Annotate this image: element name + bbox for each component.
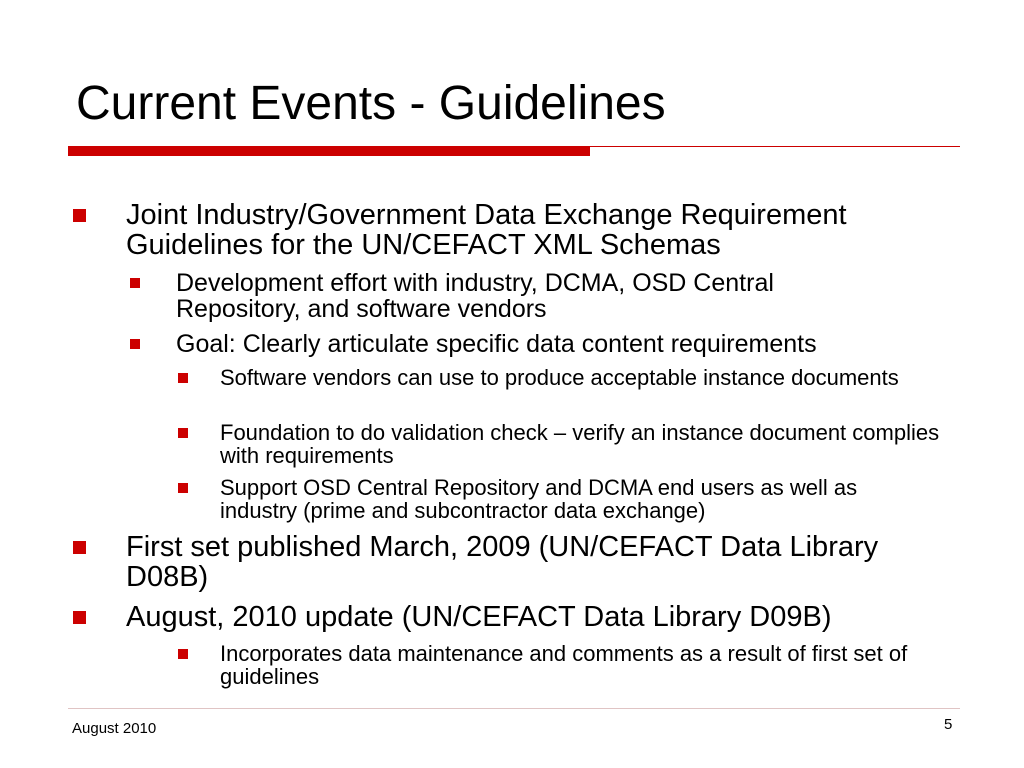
bullet-item	[176, 270, 896, 322]
slide-title: Current Events - Guidelines	[76, 77, 666, 130]
bullet-text: Development effort with industry, DCMA, OSD Central Repository, and software vendors	[176, 269, 774, 323]
square-bullet-icon	[73, 541, 86, 554]
bullet-text: Goal: Clearly articulate specific data content requirements	[176, 330, 817, 358]
bullet-item	[126, 200, 956, 260]
footer-date: August 2010	[72, 720, 157, 737]
bullet-item	[176, 331, 956, 357]
bullet-text: Foundation to do validation check – verify an instance document complies with requirements	[220, 420, 940, 468]
square-bullet-icon	[178, 483, 188, 493]
bullet-item	[126, 532, 886, 592]
page-number: 5	[944, 716, 953, 733]
square-bullet-icon	[130, 278, 140, 288]
bullet-item	[220, 642, 920, 688]
square-bullet-icon	[73, 209, 86, 222]
footer-divider	[68, 708, 960, 709]
bullet-item	[220, 366, 900, 389]
bullet-text: August, 2010 update (UN/CEFACT Data Library D09B)	[126, 601, 832, 633]
bullet-text: Software vendors can use to produce acceptable instance documents	[220, 365, 899, 390]
square-bullet-icon	[178, 649, 188, 659]
bullet-text: Joint Industry/Government Data Exchange Requirement Guidelines for the UN/CEFACT XML Schemas	[126, 199, 847, 261]
bullet-text: Support OSD Central Repository and DCMA end users as well as industry (prime and subcontractor data exchange)	[220, 475, 858, 523]
square-bullet-icon	[178, 373, 188, 383]
title-underline-thin	[590, 146, 960, 147]
bullet-item	[220, 421, 955, 467]
bullet-text: First set published March, 2009 (UN/CEFACT Data Library D08B)	[126, 531, 879, 593]
title-underline-thick	[68, 146, 590, 156]
bullet-item	[126, 602, 956, 632]
bullet-item	[220, 476, 940, 522]
square-bullet-icon	[73, 611, 86, 624]
bullet-text: Incorporates data maintenance and comments as a result of first set of guidelines	[220, 641, 908, 689]
square-bullet-icon	[178, 428, 188, 438]
square-bullet-icon	[130, 339, 140, 349]
